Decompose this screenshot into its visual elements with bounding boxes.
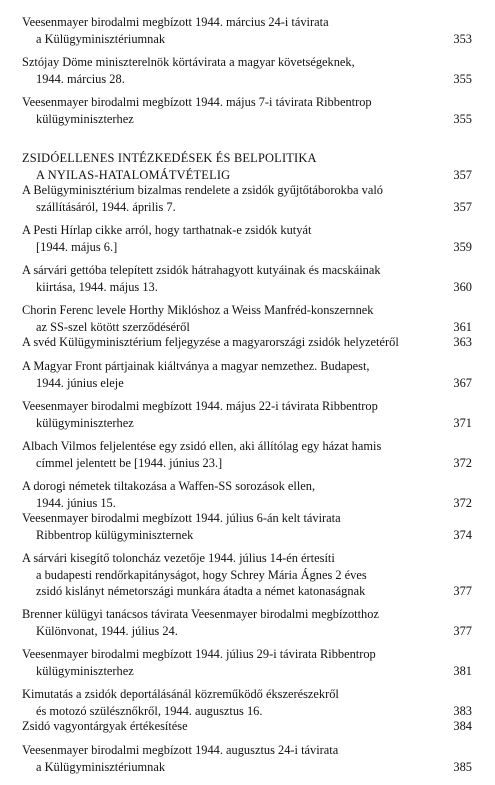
- page-number: 361: [453, 319, 472, 334]
- page-number: 383: [453, 703, 472, 718]
- entry-title-line: 1944. március 28.: [36, 71, 125, 86]
- page-number: 377: [453, 623, 472, 638]
- entry-title-line: A Pesti Hírlap cikke arról, hogy tarthatnak-e zsidók kutyát: [22, 223, 312, 237]
- entry-title-line: a Külügyminisztériumnak: [36, 759, 166, 774]
- entry-title-line: A sárvári gettóba telepített zsidók hátrahagyott kutyáinak és macskáinak: [22, 263, 381, 277]
- entry-title-line: az SS-szel kötött szerződéséről: [36, 319, 190, 334]
- page-number: 367: [453, 375, 472, 390]
- page-number: 360: [453, 279, 472, 294]
- entry-title-line: külügyminiszterhez: [36, 663, 134, 678]
- page-number: 381: [453, 663, 472, 678]
- page-number: 384: [453, 719, 472, 733]
- entry-title-line: Kimutatás a zsidók deportálásánál közreműködő ékszerészekről: [22, 687, 339, 701]
- section-heading-line: ZSIDÓELLENES INTÉZKEDÉSEK ÉS BELPOLITIKA: [22, 151, 317, 165]
- entry-title-line: [1944. május 6.]: [36, 239, 118, 254]
- page-number: 357: [453, 167, 472, 182]
- entry-title-line: A dorogi németek tiltakozása a Waffen-SS sorozások ellen,: [22, 479, 316, 493]
- entry-title-line: címmel jelentett be [1944. június 23.]: [36, 455, 223, 470]
- entry-title-line: Veesenmayer birodalmi megbízott 1944. augusztus 24-i távirata: [22, 743, 339, 757]
- page-number: 377: [453, 584, 472, 598]
- entry-title-line: Sztójay Döme miniszterelnök körtávirata a magyar követségeknek,: [22, 55, 355, 69]
- page-number: 359: [453, 239, 472, 254]
- entry-title-line: Brenner külügyi tanácsos távirata Veesenmayer birodalmi megbízotthoz: [22, 607, 379, 621]
- entry-title-line: Ribbentrop külügyminiszternek: [36, 527, 194, 542]
- entry-title-line: Chorin Ferenc levele Horthy Miklóshoz a Weiss Manfréd-konszernnek: [22, 303, 374, 317]
- entry-title-line: Különvonat, 1944. július 24.: [36, 623, 178, 638]
- page-number: 355: [453, 71, 472, 86]
- entry-title-line: Veesenmayer birodalmi megbízott 1944. március 24-i távirata: [22, 15, 329, 29]
- entry-title-line: Veesenmayer birodalmi megbízott 1944. május 22-i távirata Ribbentrop: [22, 399, 378, 413]
- entry-title-line: Veesenmayer birodalmi megbízott 1944. május 7-i távirata Ribbentrop: [22, 95, 372, 109]
- entry-title-line: külügyminiszterhez: [36, 415, 134, 430]
- entry-title-line: Zsidó vagyontárgyak értékesítése: [22, 719, 188, 733]
- entry-title-line: 1944. június eleje: [36, 375, 124, 390]
- entry-title-line: zsidó kislányt németországi munkára átadta a német katonaságnak: [36, 584, 366, 598]
- entry-title-line: Veesenmayer birodalmi megbízott 1944. július 6-án kelt távirata: [22, 511, 341, 525]
- entry-title-line: Veesenmayer birodalmi megbízott 1944. július 29-i távirata Ribbentrop: [22, 647, 376, 661]
- entry-title-line: kiirtása, 1944. május 13.: [36, 279, 158, 294]
- page-number: 353: [453, 31, 472, 46]
- entry-title-line: a budapesti rendőrkapitányságot, hogy Schrey Mária Ágnes 2 éves: [36, 567, 367, 582]
- entry-title-line: A svéd Külügyminisztérium feljegyzése a magyarországi zsidók helyzetéről: [22, 335, 399, 349]
- page-number: 372: [453, 495, 472, 510]
- entry-title-line: A Magyar Front pártjainak kiáltványa a magyar nemzethez. Budapest,: [22, 359, 370, 373]
- entry-title-line: Albach Vilmos feljelentése egy zsidó ellen, aki állítólag egy házat hamis: [22, 439, 382, 453]
- entry-title-line: külügyminiszterhez: [36, 111, 134, 126]
- entry-title-line: és motozó szülésznőkről, 1944. augusztus 16.: [36, 703, 263, 718]
- section-heading-line: A NYILAS-HATALOMÁTVÉTELIG: [36, 167, 231, 182]
- entry-title-line: 1944. június 15.: [36, 495, 116, 510]
- entry-title-line: a Külügyminisztériumnak: [36, 31, 166, 46]
- page-number: 371: [453, 415, 472, 430]
- entry-title-line: A sárvári kisegítő toloncház vezetője 1944. július 14-én értesíti: [22, 551, 335, 565]
- page-number: 355: [453, 111, 472, 126]
- page-number: 385: [453, 759, 472, 774]
- entry-title-line: szállításáról, 1944. április 7.: [36, 199, 176, 214]
- page-number: 363: [453, 335, 472, 349]
- page-number: 374: [453, 527, 472, 542]
- entry-title-line: A Belügyminisztérium bizalmas rendelete a zsidók gyűjtőtáborokba való: [22, 183, 383, 197]
- page-number: 372: [453, 455, 472, 470]
- page-number: 357: [453, 199, 472, 214]
